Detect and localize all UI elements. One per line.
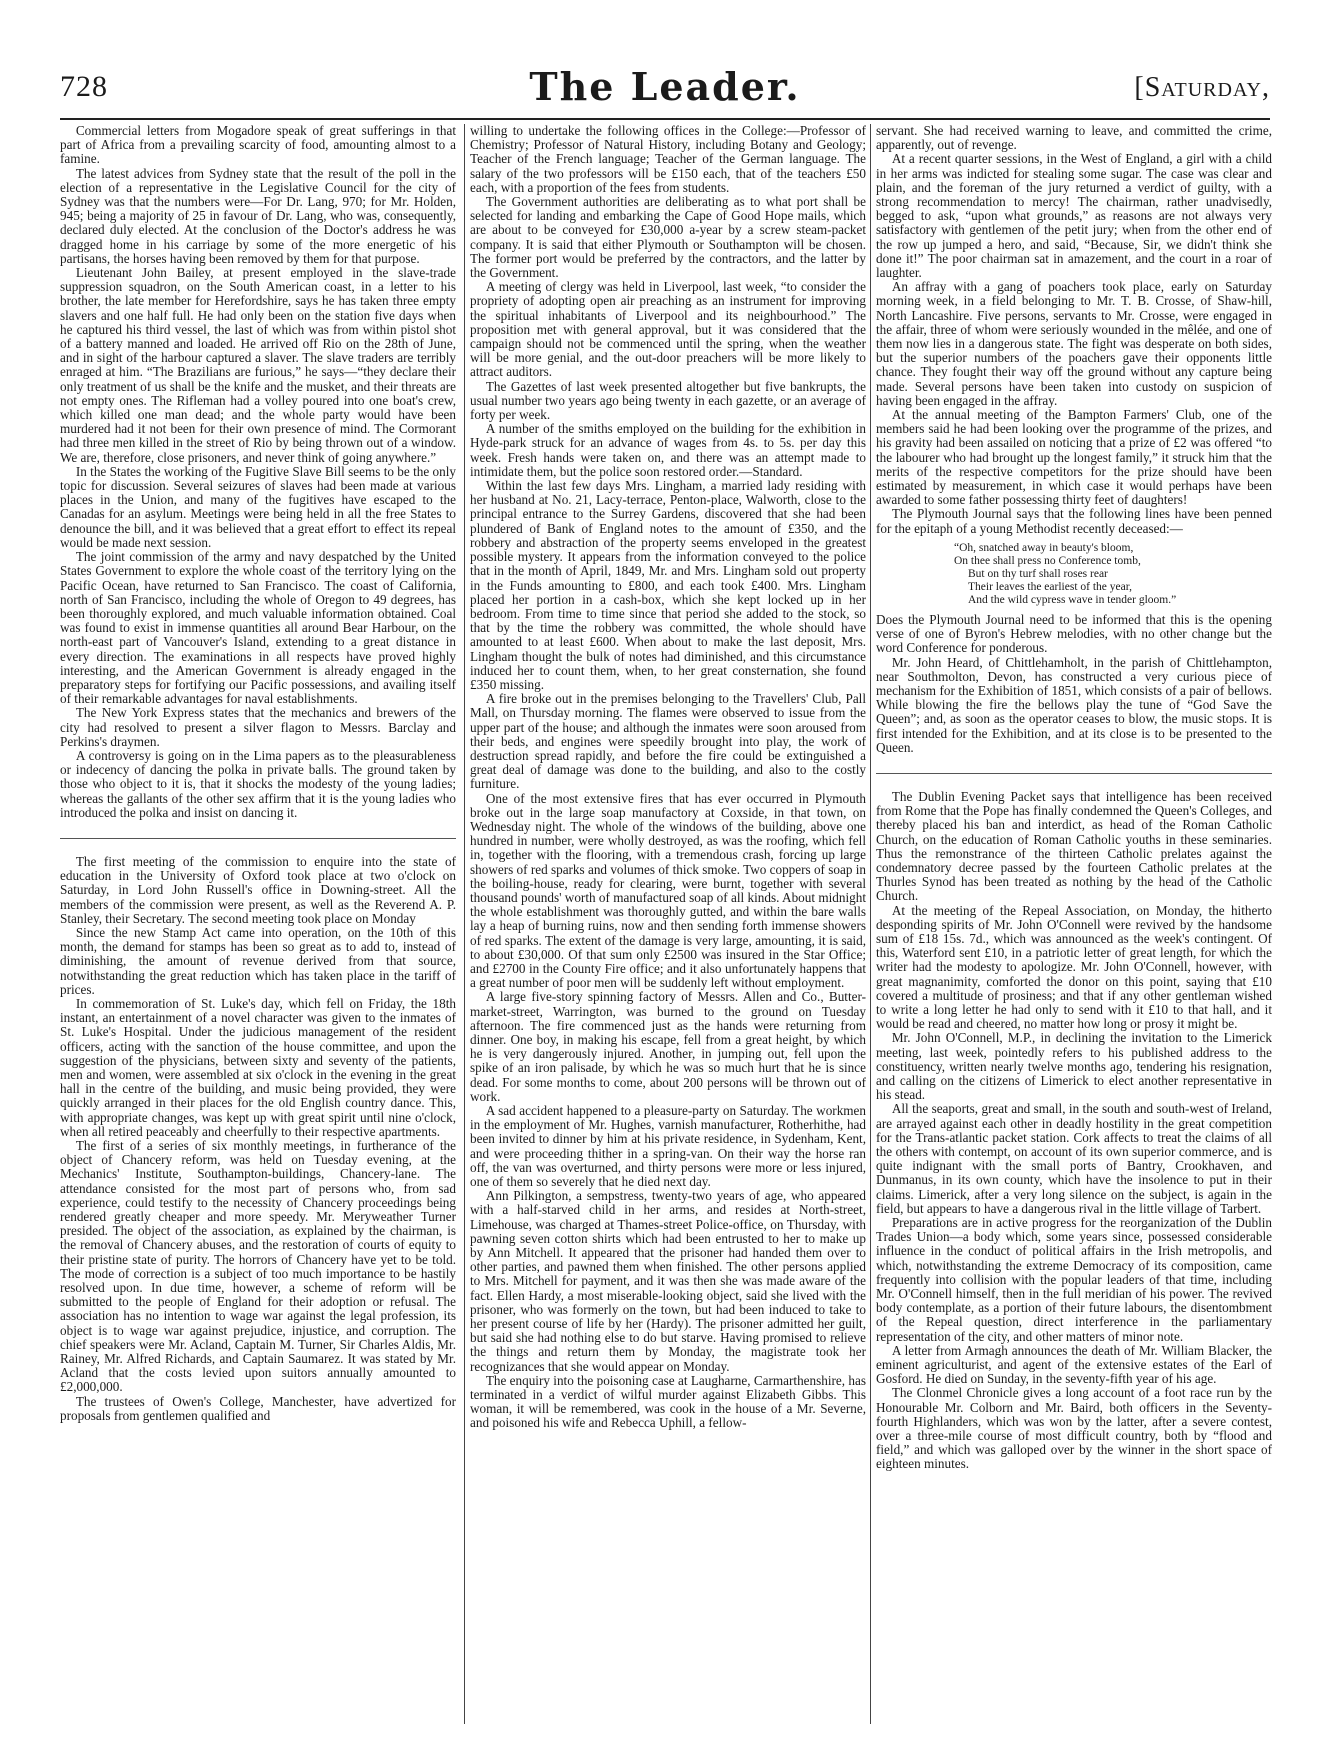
paragraph: At the meeting of the Repeal Association, on Monday, the hitherto desponding spirits of Mr. John O'Connell were revived by the handsome sum of £18 15s. 7d., which was announced as the week's contingent. Of this, Waterford sent £10, in a patriotic letter of great length, for which the writer had the modesty to apologize. Mr. John O'Connell, however, with great magnanimity, comforted the donor on this point, saying that £10 covered a multitude of prosiness; and that if any other gentleman wished to write a long letter he had only to send with it £10 to that hall, and it would be read and cheered, no matter how long or prosy it might be. (876, 902, 1272, 1032)
section-divider (60, 838, 456, 839)
issue-day: [Saturday, (1134, 72, 1270, 103)
paragraph: Preparations are in active progress for the reorganization of the Dublin Trades Union—a body which, some years since, possessed considerable influence in the conduct of political affairs in the Irish metropolis, and which, notwithstanding the extreme Democracy of its composition, came frequently into collision with the popular leaders of that time, including Mr. O'Connell himself, then in the full meridian of his power. The revived body contemplate, as a portion of their future labours, the disentombment of the Repeal question, direct interference in the parliamentary representation of the city, and other matters of minor note. (876, 1215, 1272, 1344)
verse-line: Their leaves the earliest of the year, (968, 580, 1132, 593)
paragraph: Since the new Stamp Act came into operation, on the 10th of this month, the demand for stamps has been so great as to add to, instead of diminishing, the amount of revenue derived from that source, notwithstanding the great reduction which has taken place in the tariff of prices. (60, 924, 456, 997)
paragraph: willing to undertake the following offices in the College:—Professor of Chemistry; Professor of Natural History, including Botany and Geology; Teacher of the French language; Teacher of the German language. The salary of the two professors will be £150 each, that of the teachers £50 each, with a proportion of the fees from students. (470, 124, 866, 195)
paragraph: The New York Express states that the mechanics and brewers of the city had resolved to present a silver flagon to Messrs. Barclay and Perkins's draymen. (60, 705, 456, 749)
verse-line: “Oh, snatched away in beauty's bloom, (954, 541, 1134, 554)
paragraph: The first of a series of six monthly meetings, in furtherance of the object of Chancery reform, was held on Tuesday evening, at the Mechanics' Institute, Southampton-buildings, Chancery-lane. The attendance consisted for the most part of persons who, from sad experience, could testify to the necessity of Chancery proceedings being rendered greatly cheaper and more speedy. Mr. Meryweather Turner presided. The object of the association, as explained by the chairman, is the removal of Chancery abuses, and the restoration of courts of equity to their pristine state of purity. The horrors of Chancery have yet to be told. The mode of correction is a subject of too much importance to be hastily resolved upon. In due time, however, a scheme of reform will be submitted to the people of England for their adoption or refusal. The association has no intention to wage war against the legal profession, its object is to wage war against prejudice, injustice, and corruption. The chief speakers were Mr. Acland, Captain M. Turner, Sir Charles Aldis, Mr. Rainey, Mr. Alfred Richards, and Captain Saumarez. It was stated by Mr. Acland that the costs levied upon suitors annually amounted to £2,000,000. (60, 1138, 456, 1395)
paragraph: The Clonmel Chronicle gives a long account of a foot race run by the Honourable Mr. Colborn and Mr. Baird, both officers in the Seventy-fourth Highlanders, which was won by the latter, after a severe contest, over a three-mile course of most difficult country, both by “flood and field,” and which was galloped over by the winner in the short space of eighteen minutes. (876, 1385, 1272, 1472)
paragraph: A meeting of clergy was held in Liverpool, last week, “to consider the propriety of adopting open air preaching as an instrument for improving the spiritual inhabitants of Liverpool and its neighbourhood.” The proposition met with general approval, but it was considered that the campaign should not be commenced until the spring, when the weather will be more genial, and the out-door preachers will be more likely to attract auditors. (470, 279, 866, 380)
paragraph: A controversy is going on in the Lima papers as to the pleasurableness or indecency of dancing the polka in private balls. The ground taken by those who object to it is, that it shocks the modesty of the young ladies; whereas the gallants of the other sex affirm that it is the young ladies who introduced the polka and insist on dancing it. (60, 747, 456, 820)
paragraph: One of the most extensive fires that has ever occurred in Plymouth broke out in the large soap manufactory at Coxside, in that town, on Wednesday night. The whole of the windows of the building, above one hundred in number, were wholly destroyed, as was the roofing, which fell in, together with the flooring, with a tremendous crash, forcing up large showers of red sparks and volumes of thick smoke. Two coppers of soap in the boiling-house, ready for clearing, were burnt, together with several thousand pounds' worth of manufactured soap of all kinds. About midnight the whole establishment was thoroughly gutted, and within the bare walls lay a heap of burning ruins, now and then sending forth immense showers of red sparks. The extent of the damage is very large, amounting, it is said, to about £30,000. Of that sum only £2500 was insured in the Star Office; and £2700 in the County Fire office; and it also unfortunately happens that a great number of poor men will be suddenly left without employment. (470, 790, 866, 991)
column-divider (870, 124, 871, 1724)
paragraph: A fire broke out in the premises belonging to the Travellers' Club, Pall Mall, on Thursday morning. The flames were observed to issue from the upper part of the house; and although the inmates were soon aroused from their beds, and engines were speedily brought into play, the work of destruction spread rapidly, and before the fire could be extinguished a great deal of damage was done to the building, and also to the costly furniture. (470, 691, 866, 792)
paragraph: At the annual meeting of the Bampton Farmers' Club, one of the members said he had been looking over the programme of the prizes, and his gravity had been assailed on noticing that a prize of £2 was offered “to the labourer who had brought up the longest family,” it struck him that the merits of the respective competitors for the prize should have been estimated by measurement, in which case it would perhaps have been awarded to some father possessing thirty feet of daughters! (876, 407, 1272, 508)
paragraph: Ann Pilkington, a sempstress, twenty-two years of age, who appeared with a half-starved child in her arms, and resides at North-street, Limehouse, was charged at Thames-street Police-office, on Thursday, with pawning seven cotton shirts which had been entrusted to her to make up by Ann Mitchell. It appeared that the prisoner had handed them over to other parties, and pawned them when finished. The other persons applied to Mrs. Mitchell for payment, and it was then she was made aware of the fact. Ellen Hardy, a most miserable-looking object, said she lived with the prisoner, who was formerly on the town, but had been induced to take to her present course of life by her (Hardy). The prisoner admitted her guilt, but said she had nothing else to do but starve. Having promised to relieve the things and return them by Monday, the magistrate took her recognizances that she would appear on Monday. (470, 1188, 866, 1374)
paragraph: A sad accident happened to a pleasure-party on Saturday. The workmen in the employment of Mr. Hughes, varnish manufacturer, Rotherhithe, had been invited to dinner by him at his private residence, in Sydenham, Kent, and were proceeding thither in a spring-van. On their way the horse ran off, the van was overturned, and thirty persons were more or less injured, one of them so severely that he died next day. (470, 1103, 866, 1190)
paragraph: Does the Plymouth Journal need to be informed that this is the opening verse of one of Byron's Hebrew melodies, with no other change but the word Conference for ponderous. (876, 611, 1272, 656)
section-divider (876, 773, 1272, 774)
paragraph: The Government authorities are deliberating as to what port shall be selected for landing and embarking the Cape of Good Hope mails, which are about to be conveyed for £30,000 a-year by a screw steam-packet company. It is said that either Plymouth or Southampton will be chosen. The former port would be preferred by the contractors, and the latter by the Government. (470, 194, 866, 281)
column-divider (464, 124, 465, 1724)
verse-line: But on thy turf shall roses rear (968, 567, 1108, 580)
paragraph: The Dublin Evening Packet says that intelligence has been received from Rome that the Pope has finally condemned the Queen's Colleges, and thereby placed his ban and interdict, as head of the Roman Catholic Church, on the education of Roman Catholic youths in these seminaries. Thus the remonstrance of the thirteen Catholic prelates against the condemnatory decree passed by the fourteen Catholic prelates at the Thurles Synod has been treated as nothing by the head of the Catholic Church. (876, 788, 1272, 904)
masthead: The Leader. (529, 64, 801, 109)
verse-line: And the wild cypress wave in tender gloom.” (968, 593, 1177, 606)
column-1 (60, 124, 456, 1728)
paragraph: Commercial letters from Mogadore speak of great sufferings in that part of Africa from a prevailing scarcity of food, amounting almost to a famine. (60, 124, 456, 167)
verse-line: On thee shall press no Conference tomb, (954, 554, 1141, 567)
paragraph: The trustees of Owen's College, Manchester, have advertized for proposals from gentlemen qualified and (60, 1393, 456, 1423)
paragraph: The enquiry into the poisoning case at Laugharne, Carmarthenshire, has terminated in a verdict of wilful murder against Elizabeth Gibbs. This woman, it will be remembered, was cook in the house of a Mr. Severne, and poisoned his wife and Rebecca Uphill, a fellow- (470, 1372, 866, 1431)
paragraph: An affray with a gang of poachers took place, early on Saturday morning week, in a field belonging to Mr. T. B. Crosse, of Shaw-hill, North Lancashire. Five persons, servants to Mr. Crosse, were engaged in the affair, three of whom were seriously wounded in the mêlée, and one of them now lies in a dangerous state. The fight was desperate on both sides, but the superior numbers of the poachers gave their opponents little chance. They fought their way off the ground without any capture being made. Several persons have been taken into custody on suspicion of having been engaged in the affray. (876, 279, 1272, 408)
page-header (60, 64, 1270, 112)
page-number: 728 (60, 70, 108, 103)
epitaph-verse (954, 542, 1272, 607)
paragraph: All the seaports, great and small, in the south and south-west of Ireland, are arrayed against each other in deadly hostility in the great competition for the Trans-atlantic packet station. Cork affects to treat the claims of all the others with contempt, on account of its own superior commerce, and is quite indignant with the small ports of Bantry, Crookhaven, and Dunmanus, in its own county, which have the insolence to put in their claims. Limerick, after a very long silence on the subject, is again in the field, but appears to have a dangerous rival in the little village of Tarbert. (876, 1101, 1272, 1216)
paragraph: The Plymouth Journal says that the following lines have been penned for the epitaph of a young Methodist recently deceased:— (876, 506, 1272, 536)
column-2 (470, 124, 866, 1728)
paragraph: servant. She had received warning to leave, and committed the crime, apparently, out of revenge. (876, 124, 1272, 153)
paragraph: In the States the working of the Fugitive Slave Bill seems to be the only topic for discussion. Several seizures of slaves had been made at various places in the Union, and many of the fugitives have escaped to the Canadas for an asylum. Meetings were being held in all the free States to denounce the bill, and it was believed that a great effort to effect its repeal would be made next session. (60, 463, 456, 550)
paragraph: The first meeting of the commission to enquire into the state of education in the University of Oxford took place at two o'clock on Saturday, in Lord John Russell's office in Downing-street. All the members of the commission were present, as well as the Reverend A. P. Stanley, their Secretary. The second meeting took place on Monday (60, 853, 456, 926)
paragraph: The joint commission of the army and navy despatched by the United States Government to explore the whole coast of the territory lying on the Pacific Ocean, have returned to San Francisco. The coast of California, north of San Francisco, including the whole of Oregon to 49 degrees, has been thoroughly explored, and much valuable information obtained. Coal was found to exist in immense quantities all around Bear Harbour, on the north-east part of Vancouver's Island, extending to a great distance in every direction. The examinations in all respects have proved highly interesting, and the American Government is already engaged in the preparatory steps for fortifying our Pacific possessions, and availing itself of their remarkable advantages for naval establishments. (60, 549, 456, 707)
paragraph: A number of the smiths employed on the building for the exhibition in Hyde-park struck for an advance of wages from 4s. to 5s. per day this week. Fresh hands were taken on, and there was an attempt made to intimidate them, but the police soon restored order.—Standard. (470, 421, 866, 479)
paragraph: Lieutenant John Bailey, at present employed in the slave-trade suppression squadron, on the South American coast, in a letter to his brother, the late member for Herefordshire, says he has taken three empty slavers and one half full. He had only been on the station five days when he captured his third vessel, the last of which was from within pistol shot of a battery manned and loaded. He arrived off Rio on the 28th of June, and in sight of the harbour captured a slaver. The slave traders are terribly enraged at him. “The Brazilians are furious,” he says—“they declare their only treatment of us shall be the knife and the musket, and their threats are not empty ones. The Rifleman had a volley poured into one boat's crew, which killed one man dead; and the whole party would have been murdered had it not been for their own presence of mind. The Cormorant had three men killed in the street of Rio by being thrown out of a window. We are, therefore, close prisoners, and never think of going anywhere.” (60, 265, 456, 465)
column-3 (876, 124, 1272, 1728)
paragraph: In commemoration of St. Luke's day, which fell on Friday, the 18th instant, an entertainment of a novel character was given to the inmates of St. Luke's Hospital. Under the judicious management of the resident officers, acting with the sanction of the house committee, and upon the suggestion of the physicians, between sixty and seventy of the patients, men and women, were assembled at six o'clock in the evening in the great hall in the centre of the building, and music being provided, they were quickly arranged in their places for the old English country dance. This, with appropriate changes, was kept up with great spirit until nine o'clock, when all retired peaceably and cheerfully to their respective apartments. (60, 995, 456, 1139)
paragraph: Mr. John Heard, of Chittlehamholt, in the parish of Chittlehampton, near Southmolton, Devon, has constructed a very curious piece of mechanism for the Exhibition of 1851, which consists of a pair of bellows. While blowing the fire the bellows play the tune of “God Save the Queen”; and, as soon as the operator ceases to blow, the music stops. It is first intended for the Exhibition, and at its close is to be presented to the Queen. (876, 654, 1272, 755)
paragraph: A letter from Armagh announces the death of Mr. William Blacker, the eminent agriculturist, and agent of the extensive estates of the Earl of Gosford. He died on Sunday, in the seventy-fifth year of his age. (876, 1342, 1272, 1387)
paragraph: The Gazettes of last week presented altogether but five bankrupts, the usual number two years ago being twenty in each gazette, or an average of forty per week. (470, 378, 866, 423)
paragraph: A large five-story spinning factory of Messrs. Allen and Co., Butter-market-street, Warrington, was burned to the ground on Tuesday afternoon. The fire commenced just as the hands were returning from dinner. One boy, in making his escape, fell from a great height, by which he is very dangerously injured. Another, in jumping out, fell upon the spike of an iron palisade, by which he was so much hurt that he is since dead. For some months to come, about 200 persons will be thrown out of work. (470, 989, 866, 1104)
paragraph: The latest advices from Sydney state that the result of the poll in the election of a representative in the Legislative Council for the city of Sydney was that the numbers were—For Dr. Lang, 970; for Mr. Holden, 945; being a majority of 25 in favour of Dr. Lang, who was, consequently, declared duly elected. At the conclusion of the Doctor's address he was dragged home in his carriage by some of the more energetic of his partisans, the horses having been removed by them for that purpose. (60, 165, 456, 266)
header-rule (60, 118, 1270, 120)
paragraph: Mr. John O'Connell, M.P., in declining the invitation to the Limerick meeting, last week, pointedly refers to his published address to the constituency, written nearly twelve months ago, tendering his resignation, and calling on the citizens of Limerick to elect another representative in his stead. (876, 1030, 1272, 1103)
paragraph: Within the last few days Mrs. Lingham, a married lady residing with her husband at No. 21, Lacy-terrace, Penton-place, Walworth, close to the principal entrance to the Surrey Gardens, discovered that she had been plundered of Bank of England notes to the amount of £350, and the robbery and abstraction of the property seems enveloped in the greatest possible mystery. It appears from the information conveyed to the police that in the month of April, 1849, Mr. and Mrs. Lingham sold out property in the Funds amounting to £800, and each took £400. Mrs. Lingham placed her portion in a cash-box, which she kept locked up in her bedroom. From time to time since that period she added to the stock, so that by the time the robbery was committed, the whole should have amounted to at least £600. When about to make the last deposit, Mrs. Lingham thought the bulk of notes had diminished, and this circumstance induced her to count them, when, to her great consternation, she found £350 missing. (470, 478, 866, 692)
paragraph: At a recent quarter sessions, in the West of England, a girl with a child in her arms was indicted for stealing some sugar. The case was clear and plain, and the foreman of the jury returned a verdict of guilty, with a strong recommendation to mercy! The chairman, rather unadvisedly, begged to ask, “upon what grounds,” as reasons are not always very satisfactory with gentlemen of the petit jury; when from the other end of the row up jumped a hero, and said, “Because, Sir, we didn't think she done it!” The poor chairman sat in amazement, and the court in a roar of laughter. (876, 151, 1272, 281)
